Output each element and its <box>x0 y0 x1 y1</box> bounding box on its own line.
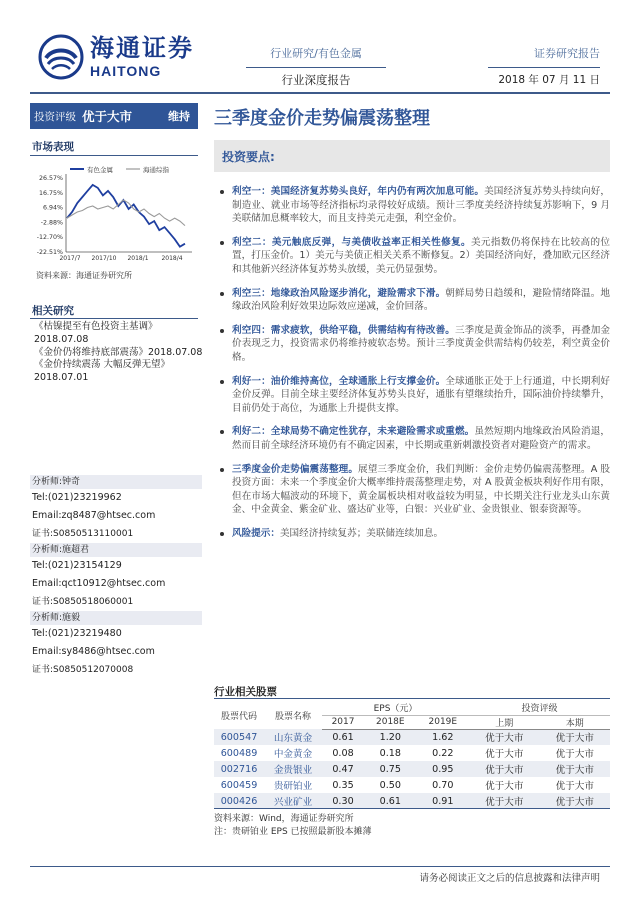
divider <box>30 155 198 156</box>
rating-prev: 优于大市 <box>469 793 539 809</box>
key-point-text: 美国经济持续复苏；美联储连续加息。 <box>279 527 444 539</box>
analyst-cert: 证书:S0850513110001 <box>32 529 134 539</box>
stock-name[interactable]: 金贵银业 <box>264 761 322 777</box>
x-tick-label: 2018/1 <box>127 255 149 262</box>
rating-cur: 优于大市 <box>540 793 611 809</box>
rating-value: 优于大市 <box>82 109 133 124</box>
rating-change: 维持 <box>168 110 190 123</box>
key-point <box>218 375 610 416</box>
divider <box>246 67 386 68</box>
stock-name[interactable]: 中金黄金 <box>273 749 313 760</box>
eps-value: 1.62 <box>417 729 470 745</box>
divider <box>214 698 610 699</box>
x-tick-label: 2018/4 <box>161 255 183 262</box>
col-header-year: 2017 <box>322 715 364 729</box>
y-tick-label: -12.70% <box>36 234 63 242</box>
col-header-eps: EPS（元） <box>322 701 469 715</box>
analyst-tel: Tel:(021)23219962 <box>32 492 122 503</box>
page-header <box>0 0 640 92</box>
related-research-item[interactable]: 《金价仍将维持底部震荡》2018.07.08 <box>34 346 203 358</box>
key-point-text: 美元指数仍将保持在比较高的位置，打压金价。1）美元与美债正相关关系不断修复。2）美国经济向好，叠加欧元区经济和其他新兴经济体复苏势头放缓，美元仍显强势。 <box>232 236 611 275</box>
eps-value: 0.95 <box>417 761 470 777</box>
series-line-nonferrous <box>67 185 185 247</box>
table-row <box>214 729 610 745</box>
col-header-period: 本期 <box>540 715 611 729</box>
chart-series <box>67 185 185 247</box>
key-point-lead: 利空二：美元触底反弹，与美债收益率正相关性修复。 <box>232 236 471 248</box>
eps-value: 0.35 <box>332 779 354 791</box>
analyst-name: 分析师:施毅 <box>30 611 202 625</box>
analyst-block <box>30 543 202 611</box>
rating-cur: 优于大市 <box>540 729 611 745</box>
col-header-code: 股票代码 <box>220 711 257 722</box>
eps-value: 0.70 <box>432 779 454 791</box>
stock-name[interactable]: 贵研铂业 <box>273 781 313 792</box>
eps-value: 0.22 <box>432 747 454 759</box>
analyst-email[interactable]: Email:sy8486@htsec.com <box>32 646 155 657</box>
stock-name[interactable]: 兴业矿业 <box>264 793 322 809</box>
stock-name[interactable]: 山东黄金 <box>264 729 322 745</box>
stock-table-title: 行业相关股票 <box>214 686 277 698</box>
related-research-item[interactable]: 《金价持续震荡 大幅反弹无望》 <box>34 359 171 371</box>
eps-value: 0.91 <box>417 793 470 809</box>
stock-code[interactable]: 600547 <box>214 729 264 745</box>
y-tick-label: 6.94% <box>42 204 63 212</box>
eps-value: 0.50 <box>379 779 401 791</box>
key-point <box>218 287 610 314</box>
key-points-list <box>218 185 610 550</box>
key-point <box>218 425 610 452</box>
header-divider <box>30 92 610 94</box>
stock-code[interactable]: 002716 <box>214 761 264 777</box>
analyst-block <box>30 611 202 679</box>
key-point <box>218 185 610 226</box>
report-category: 证券研究报告 <box>534 47 600 60</box>
col-header-year: 2018E <box>364 715 417 729</box>
analyst-email[interactable]: Email:qct10912@htsec.com <box>32 578 166 589</box>
key-point <box>218 324 610 365</box>
company-logo <box>38 34 194 80</box>
rating-prev: 优于大市 <box>485 749 524 760</box>
x-tick-label: 2017/10 <box>91 255 117 262</box>
divider <box>488 67 600 68</box>
rating-prev: 优于大市 <box>469 729 539 745</box>
rating-prev: 优于大市 <box>485 781 524 792</box>
footer-divider <box>30 866 610 867</box>
key-point-text: 美国经济复苏势头持续向好，制造业、就业市场等经济指标均录得较好成绩。预计三季度美经济持续复苏影响下，9 月美联储加息概率较大，而且支持美元走强，利空金价。 <box>232 186 611 225</box>
analyst-name: 分析师:施超君 <box>30 543 202 557</box>
key-points-title: 投资要点: <box>222 150 275 164</box>
rating-banner <box>30 103 198 129</box>
key-point-lead: 利空四：需求疲软，供给平稳，供需结构有待改善。 <box>232 324 455 336</box>
haitong-logo-icon <box>38 34 84 80</box>
rating-cur: 优于大市 <box>540 761 611 777</box>
divider <box>30 318 198 319</box>
related-research-item-date: 2018.07.01 <box>34 372 89 384</box>
key-point <box>218 527 610 541</box>
table-source: 资料来源：Wind，海通证券研究所 <box>214 814 354 824</box>
rating-label: 投资评级 <box>34 110 76 123</box>
report-date: 2018 年 07 月 11 日 <box>498 74 600 86</box>
legend-label: 海通综指 <box>143 166 169 174</box>
analyst-list <box>30 475 202 679</box>
table-row <box>214 761 610 777</box>
analyst-block <box>30 475 202 543</box>
key-point-lead: 利好一：油价维持高位，全球通胀上行支撑金价。 <box>232 375 446 387</box>
col-header-name: 股票名称 <box>274 711 311 722</box>
analyst-cert: 证书:S0850512070008 <box>32 665 134 675</box>
table-row <box>214 745 610 761</box>
eps-value: 0.08 <box>332 747 354 759</box>
eps-value: 0.61 <box>364 793 417 809</box>
analyst-tel: Tel:(021)23154129 <box>32 560 122 571</box>
key-point-text: 朝鲜局势日趋缓和，避险情绪降温。地缘政治风险利好效果边际效应递减，金价回落。 <box>232 287 611 313</box>
related-research-title: 相关研究 <box>32 305 74 317</box>
industry-subtitle: 行业研究/有色金属 <box>270 47 362 60</box>
market-performance-title: 市场表现 <box>32 141 74 153</box>
stock-table <box>214 701 610 809</box>
key-points-header <box>214 140 610 172</box>
key-point-text: 三季度是黄金饰品的淡季，再叠加金价表现乏力，投资需求仍将维持疲软态势。预计三季度黄金供需结构仍较差，利空黄金价格。 <box>232 324 611 363</box>
y-tick-label: -2.88% <box>40 219 63 227</box>
key-point-text: 展望三季度金价，我们判断：金价走势仍偏震荡整理。A 股投资方面：未来一个季度金价大概率维持震荡整理走势，对 A 股黄金板块利好作用有限，但在市场大幅波动的环境下，黄金属板块相对收益较为明显，中长期关注行业龙头山东黄金、中金黄金、紫金矿业、盛达矿业等，白银：兴业矿业、金贵银业、银泰资源等。 <box>232 463 610 516</box>
logo-english-name: HAITONG <box>90 63 162 79</box>
y-tick-label: 26.57% <box>38 175 63 182</box>
table-note: 注：贵研铂业 EPS 已按照最新股本摊薄 <box>214 827 372 837</box>
report-type: 行业深度报告 <box>281 73 351 87</box>
stock-code[interactable]: 600489 <box>220 747 258 759</box>
header-right-block <box>488 47 600 87</box>
key-point-lead: 三季度金价走势偏震荡整理。 <box>232 463 359 475</box>
eps-value: 1.20 <box>364 729 417 745</box>
y-tick-label: -22.51% <box>36 249 63 256</box>
legend-label: 有色金属 <box>87 166 113 174</box>
chart-legend <box>70 165 170 174</box>
key-point-text: 全球通胀正处于上行通道，中长期利好金价反弹。目前全球主要经济体复苏势头良好，通胀有望继续抬升，国际油价持续攀升，目前仍处于高位，为通胀上升提供支撑。 <box>232 375 611 414</box>
stock-code[interactable]: 000426 <box>214 793 264 809</box>
eps-value: 0.75 <box>364 761 417 777</box>
key-point-text: 虽然短期内地缘政治风险消退，然而目前全球经济环境仍有不确定因素，中长期或重新刺激投资者对避险资产的需求。 <box>232 426 611 451</box>
x-tick-label: 2017/7 <box>59 255 81 262</box>
col-header-rating: 投资评级 <box>469 701 610 715</box>
stock-code[interactable]: 600459 <box>220 779 258 791</box>
key-point <box>218 463 610 517</box>
related-research-item[interactable]: 《枯镍提至有色投资主基调》2018.07.08 <box>34 321 158 345</box>
market-performance-chart <box>30 162 198 268</box>
eps-value: 0.47 <box>322 761 364 777</box>
y-tick-label: 16.75% <box>38 189 63 197</box>
rating-cur: 优于大市 <box>555 749 594 760</box>
rating-cur: 优于大市 <box>555 781 594 792</box>
key-point-lead: 利空三：地缘政治风险逐步消化，避险需求下滑。 <box>232 287 446 299</box>
logo-chinese-name: 海通证券 <box>90 33 194 62</box>
analyst-name: 分析师:钟奇 <box>30 475 202 489</box>
key-point-lead: 利空一：美国经济复苏势头良好，年内仍有两次加息可能。 <box>232 186 485 197</box>
eps-value: 0.61 <box>322 729 364 745</box>
table-row <box>214 793 610 809</box>
key-point-lead: 风险提示： <box>232 527 280 539</box>
analyst-tel: Tel:(021)23219480 <box>32 628 122 639</box>
table-row <box>214 777 610 793</box>
analyst-cert: 证书:S0850518060001 <box>32 597 134 607</box>
header-center-block <box>246 47 386 87</box>
chart-source: 资料来源：海通证券研究所 <box>36 271 132 280</box>
disclaimer-notice[interactable]: 请务必阅读正文之后的信息披露和法律声明 <box>419 873 600 884</box>
col-header-period: 上期 <box>469 715 539 729</box>
chart-axes <box>37 174 192 262</box>
eps-value: 0.18 <box>379 747 401 759</box>
rating-prev: 优于大市 <box>469 761 539 777</box>
divider <box>214 808 610 809</box>
eps-value: 0.30 <box>322 793 364 809</box>
key-point <box>218 236 610 277</box>
key-point-lead: 利好二：全球局势不确定性犹存，未来避险需求或重燃。 <box>232 426 475 438</box>
report-title: 三季度金价走势偏震荡整理 <box>214 108 430 129</box>
analyst-email[interactable]: Email:zq8487@htsec.com <box>32 510 156 521</box>
col-header-year: 2019E <box>417 715 470 729</box>
related-research-list <box>34 321 204 385</box>
